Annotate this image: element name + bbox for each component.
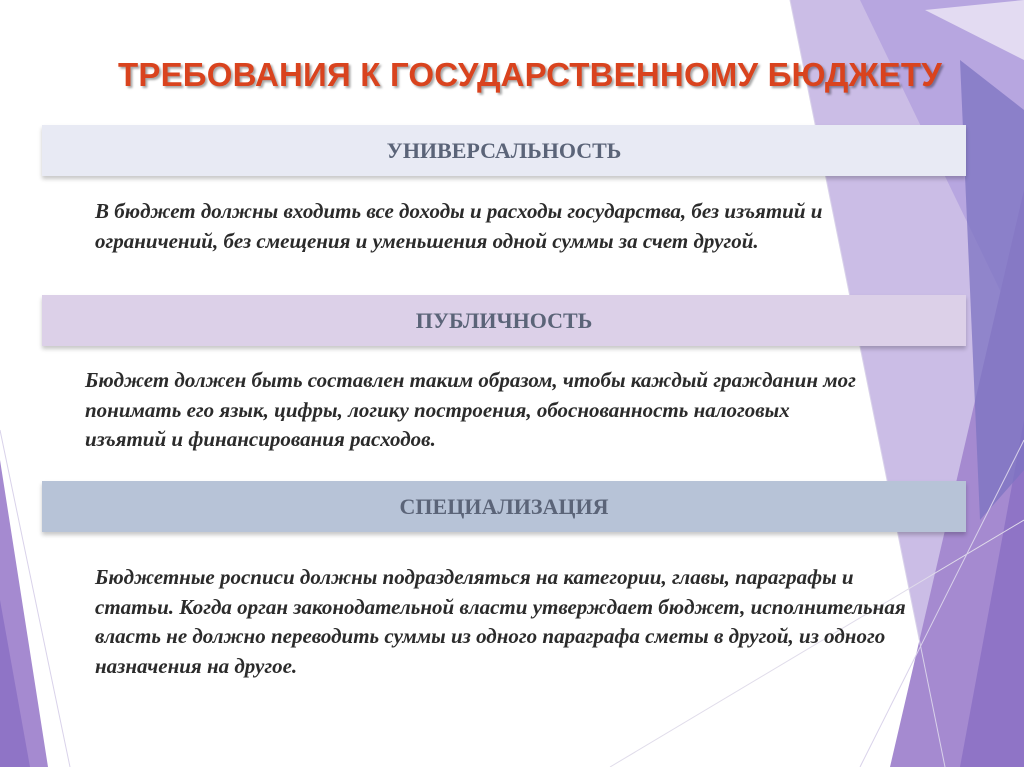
section-text-universality: В бюджет должны входить все доходы и расходы государства, без изъятий и ограничений, без смещения и уменьшения одной суммы за счет другой. [95, 199, 823, 253]
section-heading-universality: УНИВЕРСАЛЬНОСТЬ [42, 125, 966, 176]
section-heading-specialization: СПЕЦИАЛИЗАЦИЯ [42, 481, 966, 532]
section-heading-publicity: ПУБЛИЧНОСТЬ [42, 295, 966, 346]
slide-title: ТРЕБОВАНИЯ К ГОСУДАРСТВЕННОМУ БЮДЖЕТУ [118, 56, 942, 93]
section-text-specialization: Бюджетные росписи должны подразделяться на категории, главы, параграфы и статьи. Когда орган законодательной власти утверждает бюджет, исполнительная власть не должно переводить суммы из одного параграфа сметы в другой, из одного назначения на другое. [95, 565, 906, 678]
section-text-publicity: Бюджет должен быть составлен таким образом, чтобы каждый гражданин мог понимать его язык, цифры, логику построения, обоснованность налоговых изъятий и финансирования расходов. [85, 368, 856, 451]
